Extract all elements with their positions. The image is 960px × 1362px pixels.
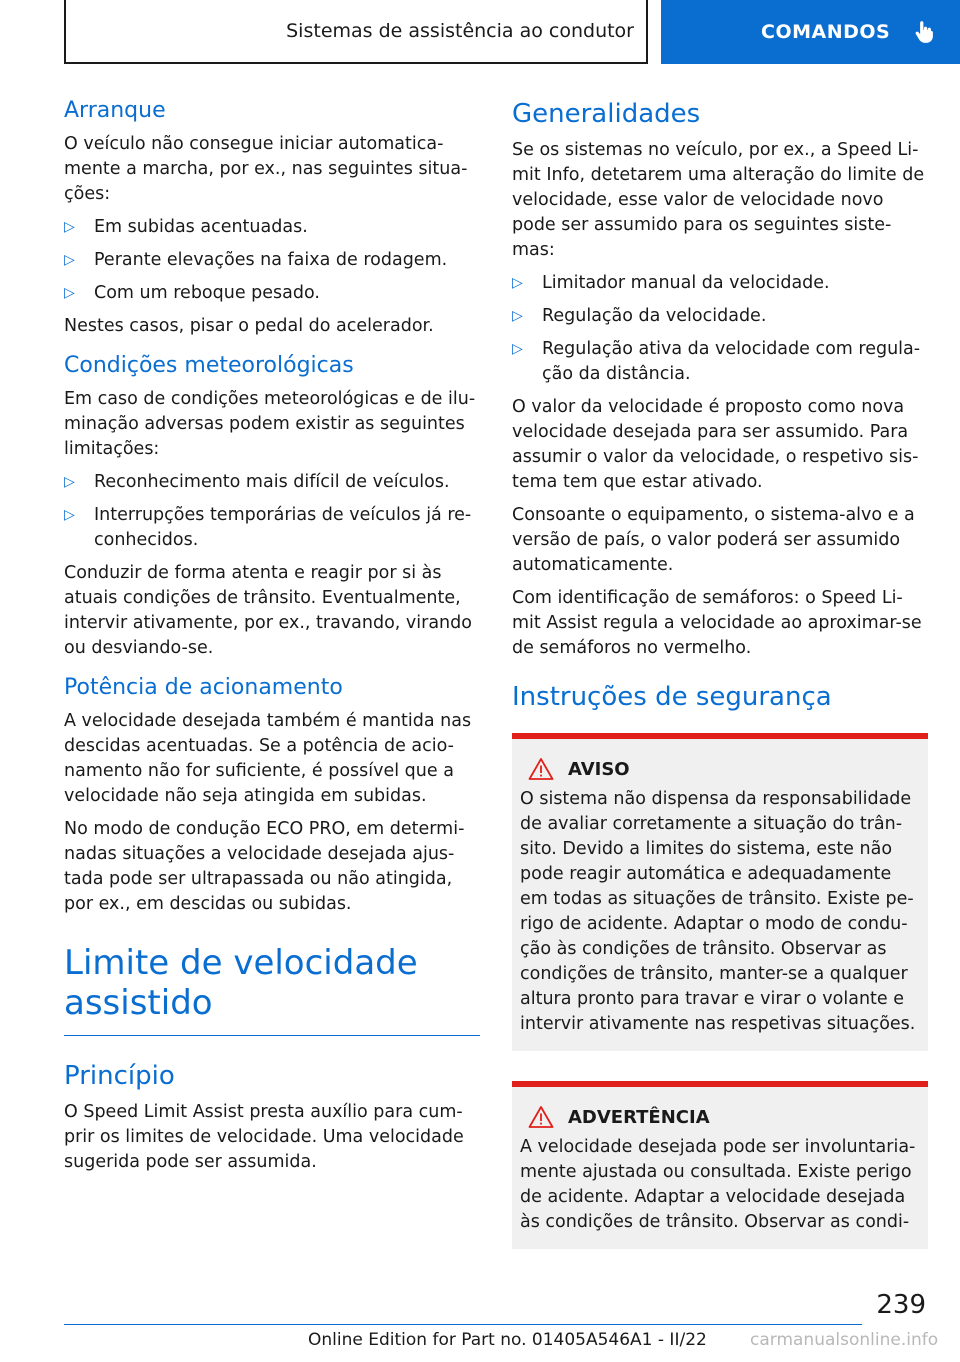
warning-text: O sistema não dispensa da responsabilidade de avaliar corretamente a situação do trân-sito. Devido a limites do sistema, este não pode reagir automática e adequadamente em todas as situações de trânsito. Existe pe-rigo de acidente. Adaptar o modo de condu-ção às condições de trânsito. Observar as condições de trânsito, manter-se a qualquer altura pronto para travar e virar o volante e intervir ativamente nas respetivas situações. <box>520 789 916 1034</box>
paragraph: Em caso de condições meteorológicas e de ilu-minação adversas podem existir as seguintes limitações: <box>64 389 476 459</box>
bullet-icon: ▷ <box>64 285 75 301</box>
paragraph: A velocidade desejada também é mantida nas descidas acentuadas. Se a potência de acio-namento não for suficiente, é possível que a velocidade não seja atingida em subidas. <box>64 711 472 806</box>
bullet-icon: ▷ <box>512 275 523 291</box>
warning-title: ADVERTÊNCIA <box>520 1105 920 1129</box>
paragraph: Se os sistemas no veículo, por ex., a Speed Li-mit Info, detetarem uma alteração do limite de velocidade, esse valor de velocidade novo pode ser assumido para os seguintes siste-mas: <box>512 140 925 260</box>
page-number: 239 <box>876 1290 926 1320</box>
heading-generalidades: Generalidades <box>512 99 701 129</box>
heading-potencia-acionamento: Potência de acionamento <box>64 675 343 700</box>
heading-condicoes-meteorologicas: Condições meteorológicas <box>64 353 354 378</box>
warning-box-advertencia <box>512 1081 928 1249</box>
right-column <box>512 96 928 1249</box>
paragraph: O Speed Limit Assist presta auxílio para cum-prir os limites de velocidade. Uma velocidade sugerida pode ser assumida. <box>64 1102 464 1172</box>
paragraph: O valor da velocidade é proposto como nova velocidade desejada para ser assumido. Para assumir o valor da velocidade, o respetivo sis-tema tem que estar ativado. <box>512 397 919 492</box>
warning-box-aviso <box>512 733 928 1051</box>
bullet-icon: ▷ <box>512 308 523 324</box>
heading-instrucoes-seguranca: Instruções de segurança <box>512 682 832 712</box>
heading-principio: Princípio <box>64 1061 175 1091</box>
bullet-list <box>64 215 480 306</box>
bullet-list <box>64 470 480 553</box>
left-column <box>64 96 480 1183</box>
bullet-icon: ▷ <box>64 219 75 235</box>
paragraph: O veículo não consegue iniciar automatica-mente a marcha, por ex., nas seguintes situa-ções: <box>64 134 468 204</box>
bullet-icon: ▷ <box>512 341 523 357</box>
page-header-section <box>64 0 648 64</box>
watermark: carmanualsonline.info <box>750 1330 939 1350</box>
list-item: ▷ Regulação ativa da velocidade com regula-ção da distância. <box>512 339 921 384</box>
section-title: Sistemas de assistência ao condutor <box>286 20 634 42</box>
warning-text: A velocidade desejada pode ser involuntaria-mente ajustada ou consultada. Existe perigo de acidente. Adaptar a velocidade desejada às condições de trânsito. Observar as condi- <box>520 1137 916 1232</box>
list-item: ▷ Interrupções temporárias de veículos já re-conhecidos. <box>64 505 472 550</box>
bullet-icon: ▷ <box>64 474 75 490</box>
list-item: ▷ Regulação da velocidade. <box>512 304 928 329</box>
heading-arranque: Arranque <box>64 98 166 123</box>
paragraph: Com identificação de semáforos: o Speed Li-mit Assist regula a velocidade ao aproximar-se de semáforos no vermelho. <box>512 588 922 658</box>
paragraph: No modo de condução ECO PRO, em determi-nadas situações a velocidade desejada ajus-tada pode ser ultrapassada ou não atingida, por ex., em descidas ou subidas. <box>64 819 465 914</box>
warning-triangle-icon <box>528 757 554 781</box>
chapter-title: COMANDOS <box>761 21 891 43</box>
list-item: ▷ Em subidas acentuadas. <box>64 215 480 240</box>
paragraph: Nestes casos, pisar o pedal do acelerador. <box>64 316 434 336</box>
paragraph: Consoante o equipamento, o sistema-alvo e a versão de país, o valor poderá ser assumido automaticamente. <box>512 505 915 575</box>
bullet-icon: ▷ <box>64 252 75 268</box>
page-header-chapter <box>661 0 960 64</box>
hand-pointer-icon <box>912 19 938 45</box>
list-item: ▷ Reconhecimento mais difícil de veículos. <box>64 470 480 495</box>
footer-divider <box>64 1324 862 1325</box>
list-item: ▷ Limitador manual da velocidade. <box>512 271 928 296</box>
warning-title: AVISO <box>520 757 920 781</box>
footer-edition: Online Edition for Part no. 01405A546A1 - II/22 <box>308 1330 707 1350</box>
list-item: ▷ Com um reboque pesado. <box>64 281 480 306</box>
chapter-heading-limite-velocidade: Limite de velocidade assistido <box>64 943 480 1036</box>
warning-triangle-icon <box>528 1105 554 1129</box>
bullet-list <box>512 271 928 387</box>
bullet-icon: ▷ <box>64 507 75 523</box>
list-item: ▷ Perante elevações na faixa de rodagem. <box>64 248 480 273</box>
paragraph: Conduzir de forma atenta e reagir por si às atuais condições de trânsito. Eventualmente, intervir ativamente, por ex., travando, virando ou desviando-se. <box>64 563 472 658</box>
